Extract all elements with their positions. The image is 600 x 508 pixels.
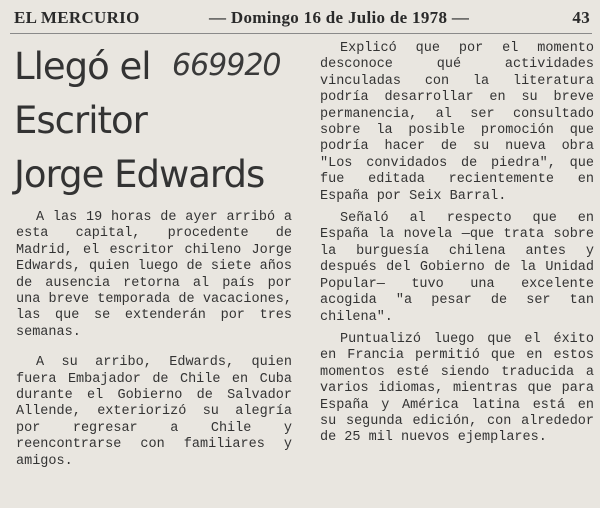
- article-paragraph: Puntualizó luego que el éxito en Francia permitió que en estos momentos esté siendo traducida a varios idiomas, mientras que para España y América latina está en su segunda edición, con alrededor de 25 mil nuevos ejemplares.: [320, 331, 594, 446]
- page-header: [14, 8, 590, 32]
- article-paragraph: Señaló al respecto que en España la novela —que trata sobre la burguesía chilena antes y después del Gobierno de la Unidad Popular— tuvo una excelente acogida "a pesar de ser tan chilena".: [320, 211, 594, 325]
- header-dash: —: [209, 8, 227, 27]
- article-column-right: [320, 41, 594, 447]
- article-paragraph: Explicó que por el momento desconoce qué actividades vinculadas con la literatura podría desarrollar en su breve permanencia, al ser consultado sobre la posible promoción que podría hacer de su nueva obra "Los convidados de piedra", que fue editada recientemente en España por Seix Barral.: [320, 41, 594, 204]
- article-paragraph: A las 19 horas de ayer arribó a esta capital, procedente de Madrid, el escritor chileno Jorge Edwards, quien luego de siete años de ausencia retorna al país por una breve temporada de vacaciones, las que se extenderán por tres semanas.: [16, 210, 292, 340]
- handwritten-archive-number: 669920: [172, 48, 281, 83]
- article-column-left: [16, 210, 292, 470]
- article-paragraph: A su arribo, Edwards, quien fuera Embajador de Chile en Cuba durante el Gobierno de Salvador Allende, exteriorizó su alegría por regresar a Chile y reencontrarse con familiares y amigos.: [16, 355, 292, 469]
- header-dash: —: [451, 8, 470, 27]
- publication-name: EL MERCURIO: [14, 8, 140, 27]
- headline-line: Llegó el: [14, 45, 151, 88]
- page-number: 43: [572, 8, 590, 27]
- headline-line: Escritor: [14, 99, 147, 142]
- headline-line: Jorge Edwards: [14, 153, 265, 196]
- header-rule: [10, 33, 592, 34]
- publication-date: [209, 8, 469, 28]
- date-text: Domingo 16 de Julio de 1978: [230, 8, 448, 27]
